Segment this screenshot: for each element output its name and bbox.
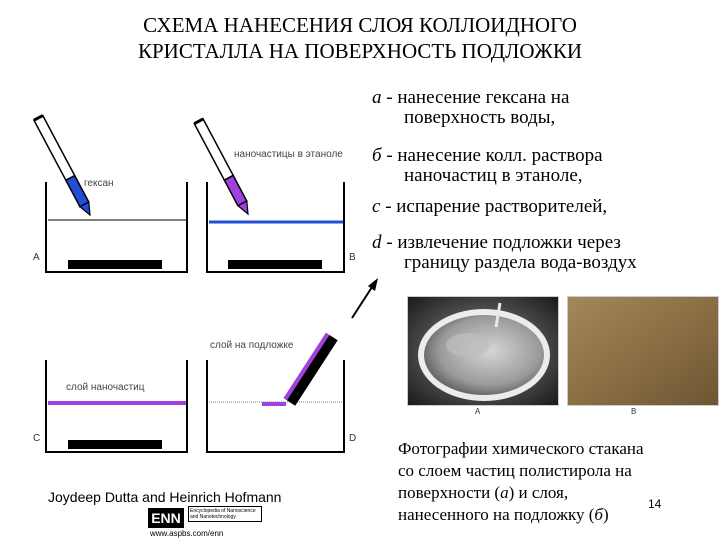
label-nanoparticle-layer: слой наночастиц [66, 382, 145, 393]
label-nanoparticles-ethanol: наночастицы в этаноле [234, 149, 343, 160]
pipette-a [34, 116, 94, 218]
legend-item-a [372, 88, 569, 128]
caption-line-1: Фотографии химического стакана [398, 439, 644, 458]
panel-d [207, 278, 378, 452]
caption-text: ) [602, 505, 609, 524]
legend-text: - нанесение гексана на [381, 87, 570, 108]
photo-caption [398, 438, 698, 526]
legend-item-b [372, 146, 603, 186]
legend-letter: б [372, 145, 382, 166]
panel-letter-d: D [349, 433, 357, 444]
logo-subtitle: Encyclopedia of Nanoscience and Nanotechnology [188, 506, 262, 522]
legend-text: - нанесение колл. раствора [381, 145, 603, 166]
title-line-2: КРИСТАЛЛА НА ПОВЕРХНОСТЬ ПОДЛОЖКИ [137, 39, 583, 63]
process-diagram [0, 0, 400, 470]
beaker-a [46, 182, 187, 272]
author-credit: Joydeep Dutta and Heinrich Hofmann [48, 489, 282, 505]
caption-text: нанесенного на подложку ( [398, 505, 595, 524]
photo-label-b: B [631, 407, 637, 416]
caption-text: ) и слоя, [508, 483, 569, 502]
beaker-b [207, 182, 344, 272]
panel-letter-a: A [33, 252, 40, 263]
panel-c [33, 360, 187, 452]
caption-letter-a: а [500, 483, 509, 502]
legend-item-c [372, 197, 607, 217]
panel-letter-b: B [349, 252, 356, 263]
logo-url: www.aspbs.com/enn [150, 529, 224, 538]
legend-text-cont: наночастиц в этаноле, [404, 165, 583, 186]
pipette-b [194, 119, 252, 216]
arrow-head [368, 278, 378, 291]
substrate-c [68, 440, 162, 449]
extraction-arrow [352, 284, 374, 318]
page-number: 14 [648, 497, 662, 511]
legend-text-cont: поверхность воды, [404, 107, 556, 128]
photo-substrate [567, 296, 719, 406]
title-line-1: СХЕМА НАНЕСЕНИЯ СЛОЯ КОЛЛОИДНОГО [143, 13, 577, 37]
photo-label-a: A [475, 407, 481, 416]
legend-letter: a [372, 87, 382, 108]
legend-item-d [372, 233, 637, 273]
legend-letter: c [372, 196, 381, 217]
substrate-b [228, 260, 322, 269]
legend-text: - испарение растворителей, [380, 196, 608, 217]
caption-line-2: со слоем частиц полистирола на [398, 461, 632, 480]
caption-text: поверхности ( [398, 483, 501, 502]
label-layer-on-substrate: слой на подложке [210, 340, 294, 351]
panel-b [194, 119, 356, 272]
legend-letter: d [372, 232, 382, 253]
substrate-a [68, 260, 162, 269]
legend-text-cont: границу раздела вода-воздух [404, 252, 637, 273]
enn-logo: ENN [148, 508, 184, 528]
legend-text: - извлечение подложки через [381, 232, 621, 253]
panel-letter-c: C [33, 433, 41, 444]
panel-a [33, 116, 187, 272]
label-hexane: гексан [84, 178, 114, 189]
beaker-c [46, 360, 187, 452]
photo-beaker [407, 296, 559, 406]
caption-letter-b: б [594, 505, 603, 524]
